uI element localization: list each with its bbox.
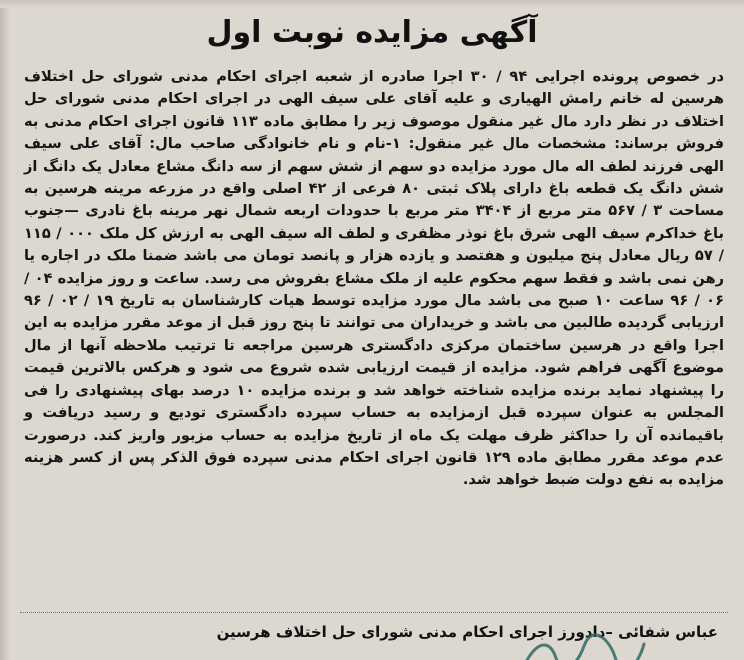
notice-body: در خصوص پرونده اجرایی ۹۴ / ۳۰ اجرا صادره از شعبه اجرای احکام مدنی شورای حل اختلاف هرسین له خانم رامش الهیاری و علیه آقای علی سیف الهی در اجرای احکام مدنی شورای حل اختلاف در نظر دارد مال غیر منقول موصوف زیر را مطابق ماده ۱۱۳ قانون اجرای احکام مدنی به فروش برساند: مشخصات مال غیر منقول: ۱-نام و نام خانوادگی صاحب مال: آقای علی سیف الهی فرزند لطف اله مال مورد مزایده دو سهم از شش سهم از سه دانگ مشاع معادل یک دانگ از شش دانگ یک قطعه باغ دارای پلاک ثبتی ۸۰ فرعی از ۴۲ اصلی واقع در مزرعه مرینه هرسین به مساحت ۳ / ۵۶۷ متر مربع از ۳۴۰۴ متر مربع با حدودات اربعه شمال نهر مرینه باغ نادری —جنوب باغ خداکرم سیف الهی شرق باغ نوذر مظفری و لطف اله سیف الهی به ارزش کل ملک ۰۰۰ / ۱۱۵ / ۵۷ ریال معادل پنج میلیون و هفتصد و یازده هزار و پانصد تومان می باشد ضمنا ملک در اجاره یا رهن نمی باشد و فقط سهم محکوم علیه از ملک مشاع بفروش می رسد. ساعت و روز مزایده ۰۴ / ۰۶ / ۹۶ ساعت ۱۰ صبح می باشد مال مورد مزایده توسط هیات کارشناسان به تاریخ ۱۹ / ۰۲ / ۹۶ ارزیابی گردیده طالبین می باشد و خریداران می توانند تا پنج روز قبل از موعد مقرر مزایده به این اجرا واقع در هرسین ساختمان مرکزی دادگستری هرسین مراجعه تا ترتیب ملاحظه آنها از مال موضوع آگهی فراهم شود. مزایده از قیمت ارزیابی شده شروع می شود و هرکس بالاترین قیمت را پیشنهاد نماید برنده مزایده شناخته خواهد شد و برنده مزایده ۱۰ درصد بهای پیشنهادی را فی المجلس به عنوان سپرده قبل ازمزایده به حساب سپرده دادگستری تودیع و رسید دریافت و باقیمانده آن را حداکثر ظرف مهلت یک ماه از تاریخ مزایده به حساب مزبور واریز کند. درصورت عدم موعد مقرر مطابق ماده ۱۲۹ قانون اجرای احکام مدنی سپرده فوق الذکر پس از کسر هزینه مزایده به نفع دولت ضبط خواهد شد.: [24, 68, 725, 489]
signature-divider: [20, 612, 728, 613]
notice-title: آگهی مزایده نوبت اول: [206, 15, 538, 50]
paper-edge-left: [0, 0, 10, 660]
notice-signature: عباس شفائی –دادورز اجرای احکام مدنی شورای حل اختلاف هرسین: [216, 623, 718, 641]
paper-edge-top: [0, 0, 744, 8]
